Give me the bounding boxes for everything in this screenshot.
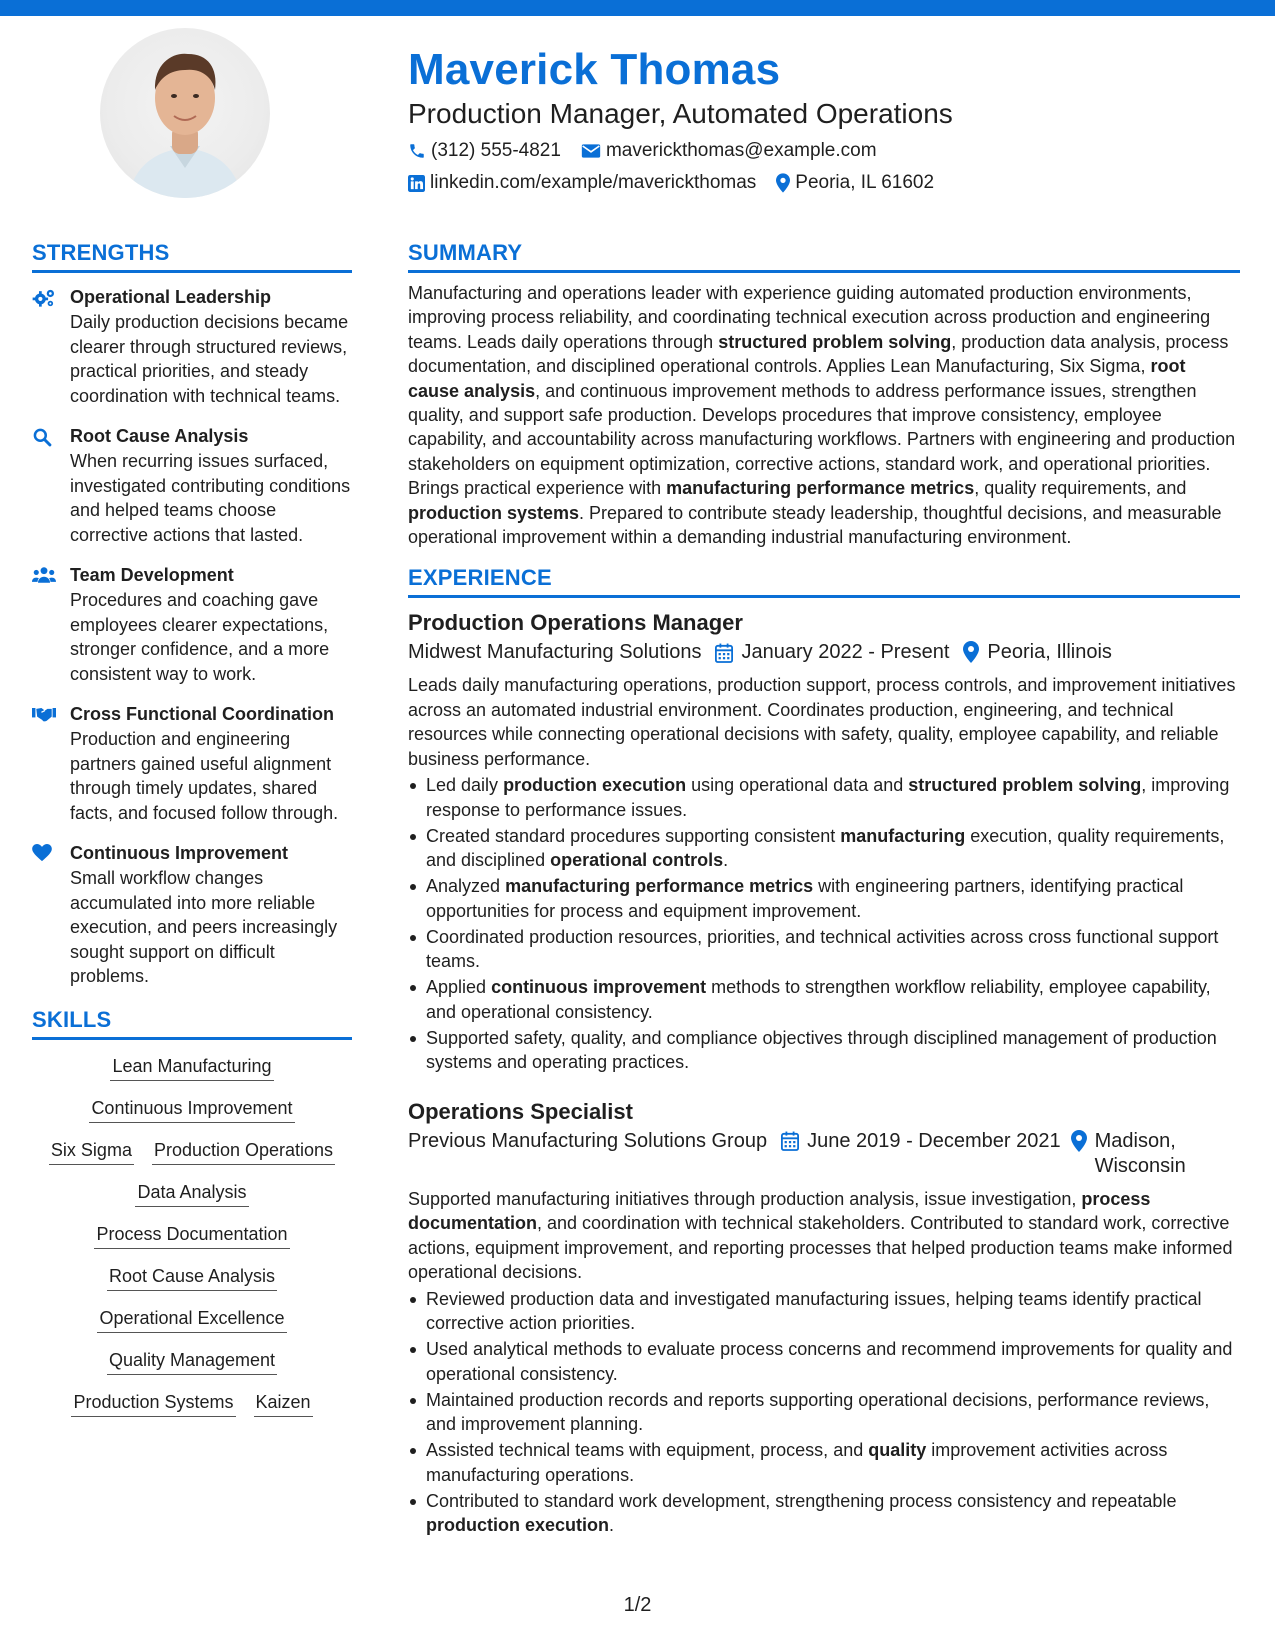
bullet-item [408, 1337, 1240, 1386]
strength-title: Team Development [70, 565, 234, 585]
text-segment: Used analytical methods to evaluate process concerns and recommend improvements for quality and operational consistency. [426, 1339, 1233, 1384]
text-segment: Applied [426, 977, 492, 998]
text-segment: Leads daily manufacturing operations, production support, process controls, and improvement initiatives across an automated industrial environment. Coordinates production, engineering, and technical resources while connecting operational decisions with safety, quality, employee capability, and reliable business performance. [408, 675, 1236, 769]
text-segment: Assisted technical teams with equipment, process, and [426, 1440, 869, 1461]
strength-item [32, 841, 352, 989]
text-segment: improvement activities across manufacturing operations. [426, 1440, 1168, 1485]
bullet-item [408, 874, 1240, 923]
skill-tag: Lean Manufacturing [110, 1054, 273, 1081]
header [408, 44, 1238, 198]
location-contact [776, 168, 934, 198]
skills-heading: SKILLS [32, 1005, 352, 1040]
job-entry [408, 1097, 1240, 1538]
skill-tag: Root Cause Analysis [107, 1264, 277, 1291]
top-accent-bar [0, 0, 1275, 16]
right-column [408, 238, 1240, 1539]
bullet-item [408, 1438, 1240, 1487]
skill-tag: Process Documentation [94, 1222, 289, 1249]
text-segment: Contributed to standard work development, strengthening process consistency and repeatable [426, 1490, 1177, 1511]
job-description [408, 1187, 1240, 1285]
bullet-item [408, 1489, 1240, 1538]
job-dates [781, 1129, 1061, 1154]
job-bullets [408, 1287, 1240, 1538]
job-dates [715, 640, 949, 665]
strength-body [70, 702, 352, 825]
bullet-item [408, 773, 1240, 822]
bullet-item [408, 1026, 1240, 1075]
experience-list [408, 608, 1240, 1538]
strength-body [70, 424, 352, 547]
text-segment: . [723, 850, 729, 871]
text-segment: Analyzed [426, 876, 506, 897]
contact-row-2 [408, 168, 1238, 198]
candidate-name: Maverick Thomas [408, 45, 781, 94]
text-segment: Coordinated production resources, priorities, and technical activities across cross functional support teams. [426, 926, 1219, 972]
job-location [963, 640, 1112, 665]
email-text: maverickthomas@example.com [605, 140, 877, 161]
skill-row [32, 1264, 352, 1291]
job-dates-text: June 2019 - December 2021 [807, 1129, 1061, 1152]
strength-title: Cross Functional Coordination [70, 704, 334, 724]
strength-description: Procedures and coaching gave employees clearer expectations, stronger confidence, and a more consistent way to work. [70, 590, 330, 684]
text-segment: with engineering partners, identifying practical opportunities for process and equipment improvement. [426, 876, 1184, 921]
text-segment: Supported safety, quality, and compliance objectives through disciplined management of production systems and operating practices. [426, 1027, 1217, 1073]
strengths-heading: STRENGTHS [32, 238, 352, 273]
bold-keyword: root cause analysis [408, 356, 1186, 401]
left-column [32, 238, 352, 1432]
bold-keyword: continuous improvement [491, 977, 707, 998]
bullet-item [408, 1287, 1240, 1336]
calendar-icon [781, 1131, 807, 1151]
strength-body [70, 563, 352, 686]
text-segment: Led daily [426, 775, 504, 796]
bold-keyword: manufacturing performance metrics [666, 478, 975, 499]
email-contact[interactable] [581, 136, 877, 166]
envelope-icon [581, 143, 601, 159]
bold-keyword: production execution [503, 775, 687, 796]
page-number: 1/2 [623, 1594, 652, 1616]
bullet-item [408, 975, 1240, 1024]
text-segment: methods to strengthen workflow reliability, employee capability, and operational consistency. [426, 977, 1211, 1022]
text-segment: . Prepared to contribute steady leadership, thoughtful decisions, and measurable operational improvement within a demanding industrial manufacturing environment. [408, 502, 1222, 548]
phone-contact[interactable] [408, 136, 561, 166]
text-segment: execution, quality requirements, and disciplined [426, 825, 1225, 871]
job-description [408, 673, 1240, 771]
job-title: Production Operations Manager [408, 610, 743, 636]
skill-tag: Quality Management [107, 1348, 277, 1375]
text-segment: Supported manufacturing initiatives through production analysis, issue investigation, [408, 1188, 1082, 1209]
strength-item [32, 285, 352, 408]
phone-icon [408, 142, 426, 160]
strength-description: When recurring issues surfaced, investigated contributing conditions and helped teams choose corrective actions that lasted. [70, 451, 351, 545]
contact-row-1 [408, 136, 1238, 166]
text-segment: Manufacturing and operations leader with experience guiding automated production environments, improving process reliability, and coordinating technical execution across production and engineering teams. Leads daily operations through [408, 283, 1211, 352]
job-meta [408, 640, 1240, 665]
bullet-item [408, 824, 1240, 873]
job-dates-text: January 2022 - Present [741, 641, 950, 664]
bold-keyword: operational controls [550, 850, 724, 871]
skill-tag: Data Analysis [135, 1180, 248, 1207]
linkedin-text: linkedin.com/example/maverickthomas [430, 172, 757, 193]
text-segment: , production data analysis, process documentation, and disciplined operational controls. Applies Lean Manufacturing, Six Sigma, [408, 331, 1229, 377]
text-segment: , and coordination with technical stakeholders. Contributed to standard work, corrective actions, equipment improvement, and reporting processes that helped production teams make informed operational decisions. [408, 1213, 1233, 1283]
skill-tag: Kaizen [254, 1390, 313, 1417]
job-location-text: Peoria, Illinois [987, 641, 1112, 664]
text-segment: Maintained production records and reports supporting operational decisions, performance reviews, and improvement planning. [426, 1389, 1210, 1435]
linkedin-icon [408, 175, 425, 192]
strength-description: Small workflow changes accumulated into more reliable execution, and peers increasingly sought support on difficult problems. [70, 868, 338, 986]
job-title: Operations Specialist [408, 1098, 633, 1124]
bold-keyword: production systems [408, 502, 580, 523]
map-pin-icon [1071, 1129, 1095, 1152]
strength-body [70, 841, 352, 989]
skill-row [32, 1306, 352, 1333]
skill-row [32, 1348, 352, 1375]
linkedin-contact[interactable] [408, 168, 756, 198]
skill-row [32, 1180, 352, 1207]
job-company: Previous Manufacturing Solutions Group [408, 1129, 768, 1152]
bold-keyword: manufacturing performance metrics [505, 876, 814, 897]
strength-description: Production and engineering partners gained useful alignment through timely updates, shared facts, and focused follow through. [70, 729, 339, 823]
profile-photo [100, 28, 270, 198]
users-icon [32, 563, 70, 686]
job-location-text: Madison, Wisconsin [1094, 1129, 1186, 1177]
text-segment: , and continuous improvement methods to address performance issues, strengthen quality, and support safe production. Develops procedures that improve consistency, employee capability, and accountability across manufacturing workflows. Partners with engineering and production stakeholders on equipment optimization, corrective actions, standard work, and operational priorities. Brings practical experience with [408, 380, 1236, 499]
summary-text [408, 281, 1240, 549]
skills-list [32, 1054, 352, 1417]
bold-keyword: production execution [426, 1515, 610, 1536]
text-segment: using operational data and [686, 775, 909, 796]
text-segment: , improving response to performance issues. [426, 775, 1230, 820]
job-meta [408, 1129, 1240, 1179]
summary-heading: SUMMARY [408, 238, 1240, 273]
bullet-item [408, 925, 1240, 974]
phone-text: (312) 555-4821 [431, 140, 561, 161]
skill-tag: Operational Excellence [97, 1306, 286, 1333]
skill-row [32, 1138, 352, 1165]
map-pin-icon [776, 173, 790, 193]
strength-title: Operational Leadership [70, 287, 272, 307]
strength-title: Continuous Improvement [70, 843, 289, 863]
text-segment: . [609, 1515, 615, 1536]
bold-keyword: quality [868, 1440, 927, 1461]
text-segment: Created standard procedures supporting consistent [426, 825, 841, 846]
job-company: Midwest Manufacturing Solutions [408, 641, 702, 664]
candidate-role: Production Manager, Automated Operations [408, 98, 953, 129]
strength-title: Root Cause Analysis [70, 426, 249, 446]
skill-row [32, 1096, 352, 1123]
skill-tag: Production Systems [71, 1390, 235, 1417]
magnifier-icon [32, 424, 70, 547]
text-segment: Reviewed production data and investigated manufacturing issues, helping teams identify practical corrective action priorities. [426, 1288, 1202, 1334]
skill-tag: Production Operations [152, 1138, 335, 1165]
skill-row [32, 1054, 352, 1081]
job-entry [408, 608, 1240, 1075]
handshake-icon [32, 702, 70, 825]
strength-description: Daily production decisions became clearer through structured reviews, practical priorities, and steady coordination with technical teams. [70, 312, 349, 406]
skill-row [32, 1390, 352, 1417]
experience-heading: EXPERIENCE [408, 563, 1240, 598]
calendar-icon [715, 643, 741, 663]
text-segment: , quality requirements, and [974, 478, 1187, 499]
gears-icon [32, 285, 70, 408]
bold-keyword: structured problem solving [718, 331, 952, 352]
skill-row [32, 1222, 352, 1249]
skill-tag: Six Sigma [49, 1138, 134, 1165]
bold-keyword: process documentation [408, 1188, 1151, 1234]
strengths-list [32, 285, 352, 989]
strength-body [70, 285, 352, 408]
bold-keyword: manufacturing [840, 825, 966, 846]
job-location [1071, 1129, 1205, 1179]
bullet-item [408, 1388, 1240, 1437]
heart-icon [32, 841, 70, 989]
skill-tag: Continuous Improvement [89, 1096, 294, 1123]
strength-item [32, 424, 352, 547]
bold-keyword: structured problem solving [908, 775, 1142, 796]
map-pin-icon [963, 640, 987, 663]
strength-item [32, 563, 352, 686]
location-text: Peoria, IL 61602 [795, 172, 935, 193]
strength-item [32, 702, 352, 825]
job-bullets [408, 773, 1240, 1075]
